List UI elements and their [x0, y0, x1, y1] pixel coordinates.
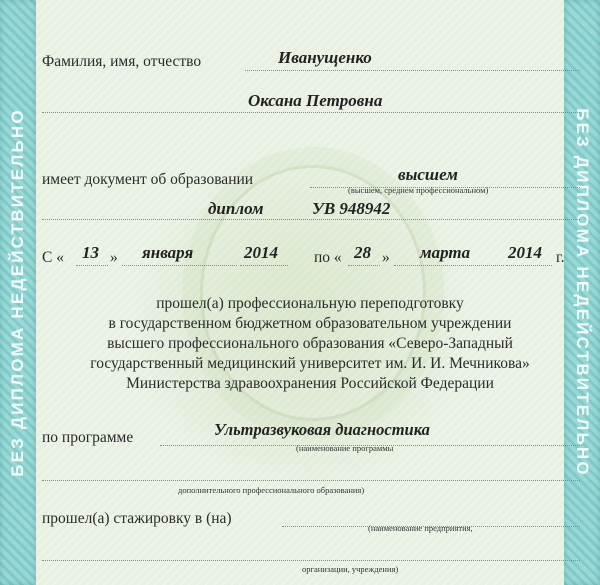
- internship-line-2: [42, 560, 580, 561]
- training-statement: [40, 294, 580, 394]
- education-level-value: высшем: [398, 165, 458, 184]
- from-day-line: [76, 265, 108, 266]
- from-year-value: 2014: [244, 243, 278, 262]
- period-separator: по «: [314, 249, 342, 266]
- program-hint-1: (наименование программы: [296, 443, 394, 453]
- program-value: Ультразвуковая диагностика: [214, 420, 430, 439]
- given-name-value: Оксана Петровна: [248, 91, 383, 110]
- document-type-value: диплом: [208, 199, 264, 218]
- statement-line-5: Министерства здравоохранения Российской Федерации: [126, 375, 494, 392]
- right-security-border: [564, 0, 600, 585]
- program-hint-2: дополнительного профессионального образования): [178, 485, 365, 495]
- to-day-value: 28: [354, 243, 371, 262]
- period-year-suffix: г.: [556, 249, 565, 266]
- left-border-text: БЕЗ ДИПЛОМА НЕДЕЙСТВИТЕЛЬНО: [8, 108, 27, 477]
- name-line-2: [42, 112, 580, 113]
- period-from-prefix: С «: [42, 249, 64, 266]
- to-day-line: [348, 265, 380, 266]
- document-number-value: УВ 948942: [312, 199, 391, 218]
- education-level-hint: (высшем, среднем профессиональном): [348, 185, 489, 195]
- to-year-line: [506, 265, 552, 266]
- from-day-close: »: [110, 249, 118, 266]
- name-line-1: [245, 70, 580, 71]
- left-security-border: [0, 0, 36, 585]
- to-day-close: »: [382, 249, 390, 266]
- internship-label: прошел(а) стажировку в (на): [42, 510, 232, 527]
- education-line-2: [42, 219, 580, 220]
- to-month-line: [394, 265, 504, 266]
- internship-hint-1: (наименование предприятия,: [368, 523, 473, 533]
- education-label: имеет документ об образовании: [42, 171, 254, 188]
- from-month-value: января: [142, 243, 194, 262]
- name-label: Фамилия, имя, отчество: [42, 53, 202, 70]
- internship-hint-2: организации, учреждения): [302, 564, 399, 574]
- statement-line-4: государственный медицинский университет им. И. И. Мечникова»: [90, 355, 530, 372]
- from-month-line: [122, 265, 237, 266]
- from-year-line: [240, 265, 288, 266]
- to-year-value: 2014: [508, 243, 542, 262]
- statement-line-2: в государственном бюджетном образовательном учреждении: [108, 315, 512, 332]
- program-line-2: [42, 480, 580, 481]
- from-day-value: 13: [82, 243, 99, 262]
- program-label: по программе: [42, 429, 134, 446]
- statement-line-3: высшего профессионального образования «Северо-Западный: [107, 335, 513, 352]
- surname-value: Иванущенко: [278, 48, 372, 67]
- right-border-text: БЕЗ ДИПЛОМА НЕДЕЙСТВИТЕЛЬНО: [573, 108, 592, 477]
- statement-line-1: прошел(а) профессиональную переподготовку: [156, 295, 464, 312]
- to-month-value: марта: [420, 243, 471, 262]
